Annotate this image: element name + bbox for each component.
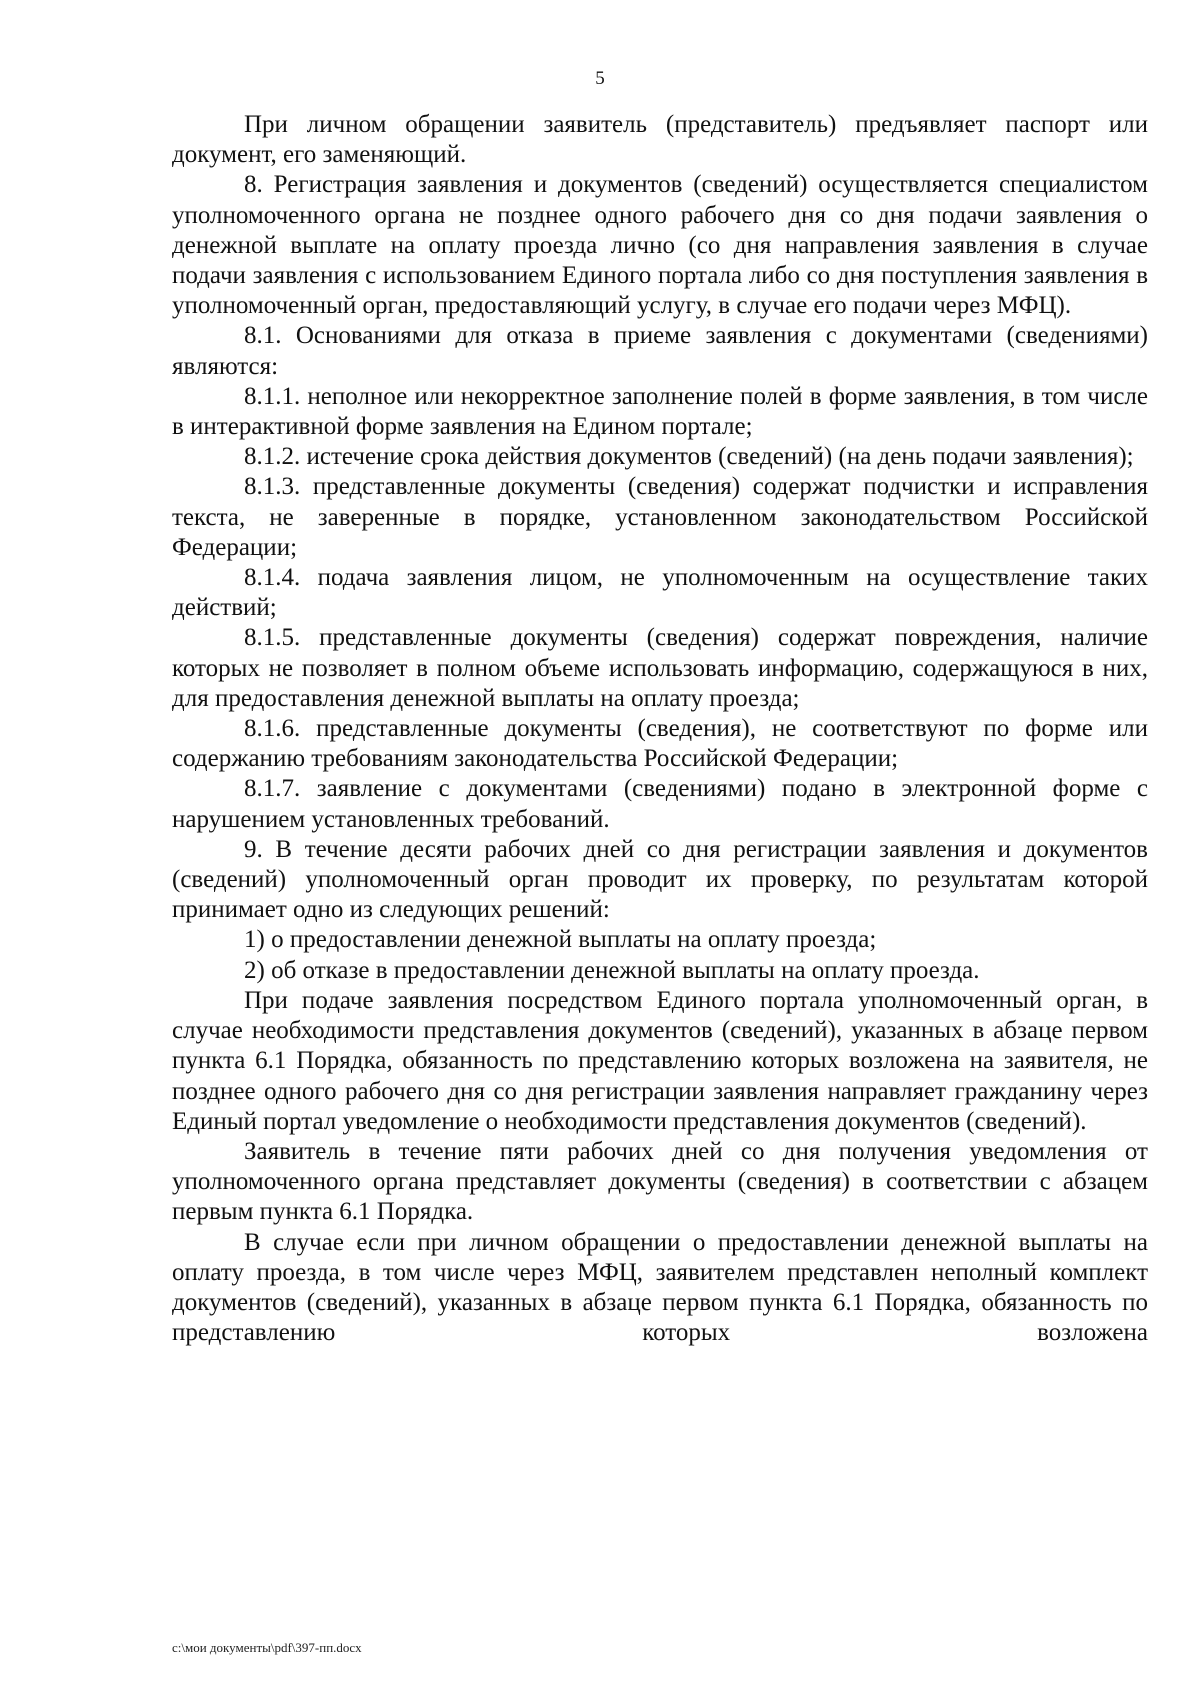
paragraph-8-1-7: 8.1.7. заявление с документами (сведениями) подано в электронной форме с нарушением установленных требований. (172, 775, 1148, 833)
paragraph-registration: 8. Регистрация заявления и документов (сведений) осуществляется специалистом уполномоченного органа не позднее одного рабочего дня со дня подачи заявления о денежной выплате на оплату проезда лично (со дня направления заявления в случае подачи заявления с использованием Единого портала либо со дня поступления заявления в уполномоченный орган, предоставляющий услугу, в случае его подачи через МФЦ). (172, 171, 1148, 320)
paragraph-8-1-2: 8.1.2. истечение срока действия документов (сведений) (на день подачи заявления); (244, 443, 1134, 471)
paragraph-incomplete-set: В случае если при личном обращении о предоставлении денежной выплаты на оплату проезда, в том числе через МФЦ, заявителем представлен неполный комплект документов (сведений), указанных в абзаце первом пункта 6.1 Порядка, обязанность по представлению которых возложена (172, 1228, 1148, 1347)
list-item-decision-refuse: 2) об отказе в предоставлении денежной выплаты на оплату проезда. (244, 956, 980, 984)
paragraph-8-1-5: 8.1.5. представленные документы (сведения) содержат повреждения, наличие которых не позволяет в полном объеме использовать информацию, содержащуюся в них, для предоставления денежной выплаты на оплату проезда; (172, 624, 1148, 712)
paragraph-applicant-deadline: Заявитель в течение пяти рабочих дней со дня получения уведомления от уполномоченного органа представляет документы (сведения) в соответствии с абзацем первым пункта 6.1 Порядка. (172, 1137, 1148, 1226)
paragraph-refusal-grounds: 8.1. Основаниями для отказа в приеме заявления с документами (сведениями) являются: (172, 322, 1148, 380)
paragraph-8-1-6: 8.1.6. представленные документы (сведения), не соответствуют по форме или содержанию требованиям законодательства Российской Федерации; (172, 715, 1148, 773)
paragraph-8-1-3: 8.1.3. представленные документы (сведения) содержат подчистки и исправления текста, не заверенные в порядке, установленном законодательством Российской Федерации; (172, 473, 1148, 561)
list-item-decision-grant: 1) о предоставлении денежной выплаты на оплату проезда; (244, 926, 877, 954)
document-body (172, 110, 1148, 1348)
paragraph-8-1-4: 8.1.4. подача заявления лицом, не уполномоченным на осуществление таких действий; (172, 564, 1148, 622)
paragraph-identity-document: При личном обращении заявитель (представитель) предъявляет паспорт или документ, его заменяющий. (172, 111, 1148, 169)
paragraph-8-1-1: 8.1.1. неполное или некорректное заполнение полей в форме заявления, в том числе в интерактивной форме заявления на Едином портале; (172, 382, 1148, 441)
paragraph-9-review: 9. В течение десяти рабочих дней со дня регистрации заявления и документов (сведений) уполномоченный орган проводит их проверку, по результатам которой принимает одно из следующих решений: (172, 835, 1148, 924)
paragraph-portal-notification: При подаче заявления посредством Единого портала уполномоченный орган, в случае необходимости представления документов (сведений), указанных в абзаце первом пункта 6.1 Порядка, обязанность по представлению которых возложена на заявителя, не позднее одного рабочего дня со дня регистрации заявления направляет гражданину через Единый портал уведомление о необходимости представления документов (сведений). (172, 986, 1148, 1135)
page-number: 5 (595, 68, 605, 89)
file-path-footer: c:\мои документы\pdf\397-пп.docx (172, 1640, 362, 1655)
